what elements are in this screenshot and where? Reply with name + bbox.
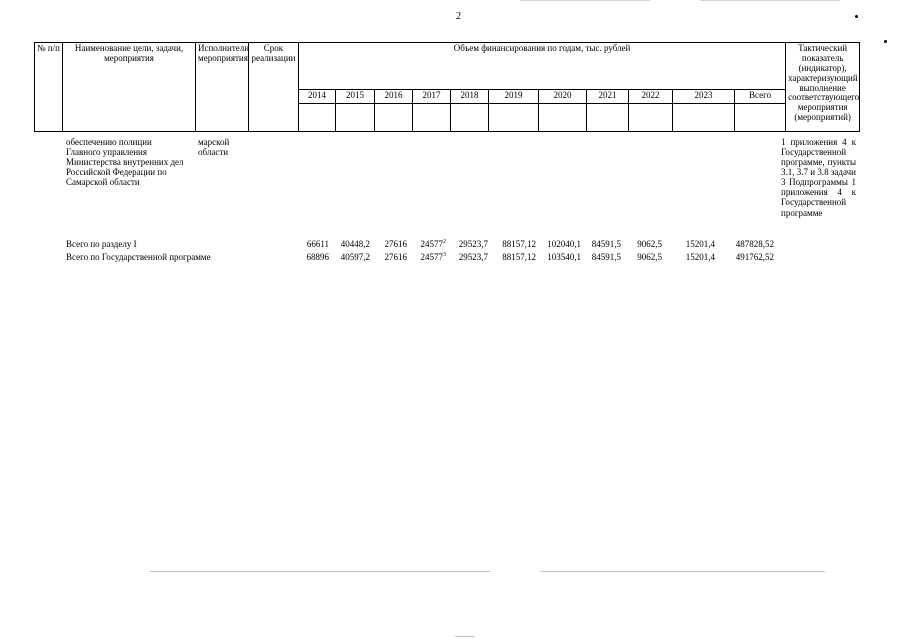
header-no: № п/п: [35, 43, 63, 132]
total-value: 24577: [420, 252, 443, 262]
total-value: 40448,2: [340, 239, 370, 249]
total-value: 102040,1: [547, 239, 581, 249]
total-value: 27616: [384, 252, 407, 262]
year-header: 2020: [539, 90, 587, 104]
year-header: 2019: [489, 90, 539, 104]
header-executors: Исполнители мероприятия: [196, 43, 249, 132]
total-value: 68896: [306, 252, 329, 262]
header-name: Наименование цели, задачи, мероприятия: [63, 43, 196, 132]
total-value: 88157,12: [502, 239, 536, 249]
year-header: 2014: [299, 90, 336, 104]
header-financing: Объем финансирования по годам, тыс. рублей: [299, 43, 786, 90]
footnote-mark: 2: [443, 239, 446, 245]
total-value: 84591,5: [591, 239, 621, 249]
year-header: 2022: [629, 90, 673, 104]
total-value-with-footnote: [406, 239, 446, 249]
year-header: 2017: [413, 90, 451, 104]
header-indicator: Тактический показатель (индикатор), характеризующий выполнение соответствующего мероприятия (мероприятий): [786, 43, 860, 132]
header-term: Срок реализации: [249, 43, 299, 132]
year-header: 2016: [375, 90, 413, 104]
total-label: Всего по Государственной программе: [66, 252, 211, 262]
scan-artifact-line: [520, 0, 650, 1]
total-value: 84591,5: [591, 252, 621, 262]
total-value: 27616: [384, 239, 407, 249]
total-value: 29523,7: [458, 239, 488, 249]
scan-artifact-line: [150, 571, 490, 572]
total-label: Всего по разделу I: [66, 239, 137, 249]
year-header: 2015: [336, 90, 375, 104]
footnote-mark: 3: [443, 252, 446, 258]
total-value: 15201,4: [685, 252, 715, 262]
measure-executors: марской области: [198, 137, 230, 158]
year-header: Всего: [735, 90, 786, 104]
year-header: 2021: [587, 90, 629, 104]
scan-artifact-line: [700, 0, 840, 1]
total-value: 9062,5: [637, 252, 662, 262]
year-header: 2018: [451, 90, 489, 104]
page-number: 2: [456, 11, 461, 22]
total-value-with-footnote: [406, 252, 446, 262]
total-value: 9062,5: [637, 239, 662, 249]
scan-artifact-line: [540, 571, 825, 572]
measure-indicator: 1 приложения 4 к Государственной программе, пункты 3.1, 3.7 и 3.8 задачи 3 Подпрограммы 1 приложения 4 к Государственной программе: [781, 137, 856, 218]
total-value: 103540,1: [547, 252, 581, 262]
total-value: 40597,2: [340, 252, 370, 262]
scan-artifact-line: [455, 636, 475, 637]
financing-table: [34, 42, 860, 132]
total-value: 491762,52: [735, 252, 774, 262]
total-value: 29523,7: [458, 252, 488, 262]
measure-name: обеспечению полиции Главного управления Министерства внутренних дел Российской Федерации по Самарской области: [66, 137, 184, 188]
year-header: 2023: [673, 90, 735, 104]
total-value: 66611: [306, 239, 329, 249]
total-value: 487828,52: [735, 239, 774, 249]
scan-dot: [884, 40, 887, 43]
scan-dot: [855, 15, 858, 18]
total-value: 88157,12: [502, 252, 536, 262]
total-value: 15201,4: [685, 239, 715, 249]
total-value: 24577: [420, 239, 443, 249]
